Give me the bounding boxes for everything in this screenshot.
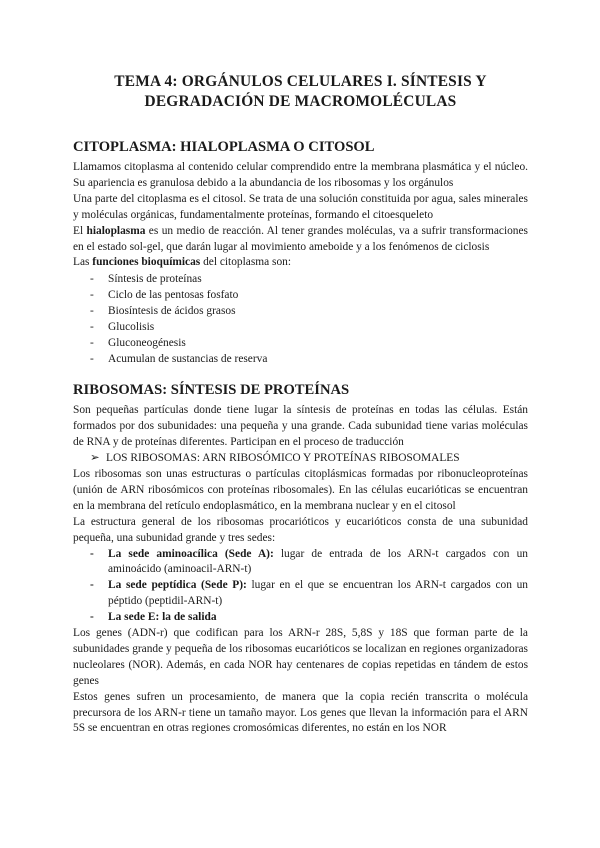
functions-list — [73, 271, 528, 367]
list-item: - Gluconeogénesis — [90, 335, 528, 351]
list-item-sede-e: - La sede E: la de salida — [90, 610, 528, 626]
paragraph-ribosomas-estructuras: Los ribosomas son unas estructuras o partículas citoplásmicas formadas por ribonucleoproteínas (unión de ARN ribosómicos con proteínas ribosomales). En las células eucarióticas se encuentran en la membrana del retículo endoplasmático, en la membrana nuclear y en el citosol — [73, 467, 528, 512]
list-item: - Síntesis de proteínas — [90, 271, 528, 287]
document-title — [73, 72, 528, 112]
term-funciones-bioquimicas: funciones bioquímicas — [92, 256, 201, 269]
section-heading-citoplasma: CITOPLASMA: HIALOPLASMA O CITOSOL — [73, 139, 375, 155]
sedes-list — [73, 547, 528, 627]
arrow-subheading: ➢ LOS RIBOSOMAS: ARN RIBOSÓMICO Y PROTEÍNAS RIBOSOMALES — [73, 451, 528, 467]
list-item-sede-a: - La sede aminoacílica (Sede A): lugar de entrada de los ARN-t cargados con un aminoácido (aminoacil-ARN-t) — [90, 547, 528, 579]
paragraph-citosol: Una parte del citoplasma es el citosol. Se trata de una solución constituida por agua, sales minerales y moléculas orgánicas, fundamentalmente proteínas, formando el citoesqueleto — [73, 192, 528, 221]
list-item: - Acumulan de sustancias de reserva — [90, 351, 528, 367]
list-item: - Ciclo de las pentosas fosfato — [90, 287, 528, 303]
list-item: - Biosíntesis de ácidos grasos — [90, 303, 528, 319]
paragraph-genes-adn-r: Los genes (ADN-r) que codifican para los ARN-r 28S, 5,8S y 18S que forman parte de la subunidades grande y pequeña de los ribosomas eucarióticos se localizan en regiones organizadoras nucleolares (NOR). Además, en cada NOR hay centenares de copias repetidas en tándem de estos genes — [73, 627, 528, 687]
title-line-1: TEMA 4: ORGÁNULOS CELULARES I. SÍNTESIS Y — [114, 73, 487, 90]
term-hialoplasma: hialoplasma — [86, 224, 146, 237]
list-item: - Glucolisis — [90, 319, 528, 335]
paragraph-hialoplasma: El hialoplasma es un medio de reacción. Al tener grandes moléculas, va a sufrir transformaciones en el estado sol-gel, que darán lugar al movimiento ameboide y a los fenómenos de ciclosis — [73, 224, 528, 253]
paragraph-citoplasma-definition: Llamamos citoplasma al contenido celular comprendido entre la membrana plasmática y el núcleo. Su apariencia es granulosa debido a la abundancia de los ribosomas y los orgánulos — [73, 161, 528, 189]
arrow-bullet-icon: ➢ — [90, 452, 100, 465]
paragraph-procesamiento: Estos genes sufren un procesamiento, de manera que la copia recién transcrita o molécula precursora de los ARN-r tiene un tamaño mayor. Los genes que llevan la información para el ARN 5S se encuentran en otras regiones cromosómicas diferentes, no están en los NOR — [73, 690, 528, 735]
title-line-2: DEGRADACIÓN DE MACROMOLÉCULAS — [144, 93, 457, 110]
paragraph-estructura-general: La estructura general de los ribosomas procarióticos y eucarióticos consta de una subunidad pequeña, una subunidad grande y tres sedes: — [73, 515, 528, 544]
section-heading-ribosomas: RIBOSOMAS: SÍNTESIS DE PROTEÍNAS — [73, 382, 350, 399]
paragraph-ribosomas-intro: Son pequeñas partículas donde tiene lugar la síntesis de proteínas en todas las células. Están formados por dos subunidades: una pequeña y una grande. Cada subunidad tiene varias moléculas de RNA y de proteínas diferentes. Participan en el proceso de traducción — [73, 404, 528, 449]
list-item-sede-p: - La sede peptídica (Sede P): lugar en el que se encuentran los ARN-t cargados con un péptido (peptidil-ARN-t) — [90, 578, 528, 610]
paragraph-functions-intro: Las funciones bioquímicas del citoplasma son: — [73, 256, 292, 269]
